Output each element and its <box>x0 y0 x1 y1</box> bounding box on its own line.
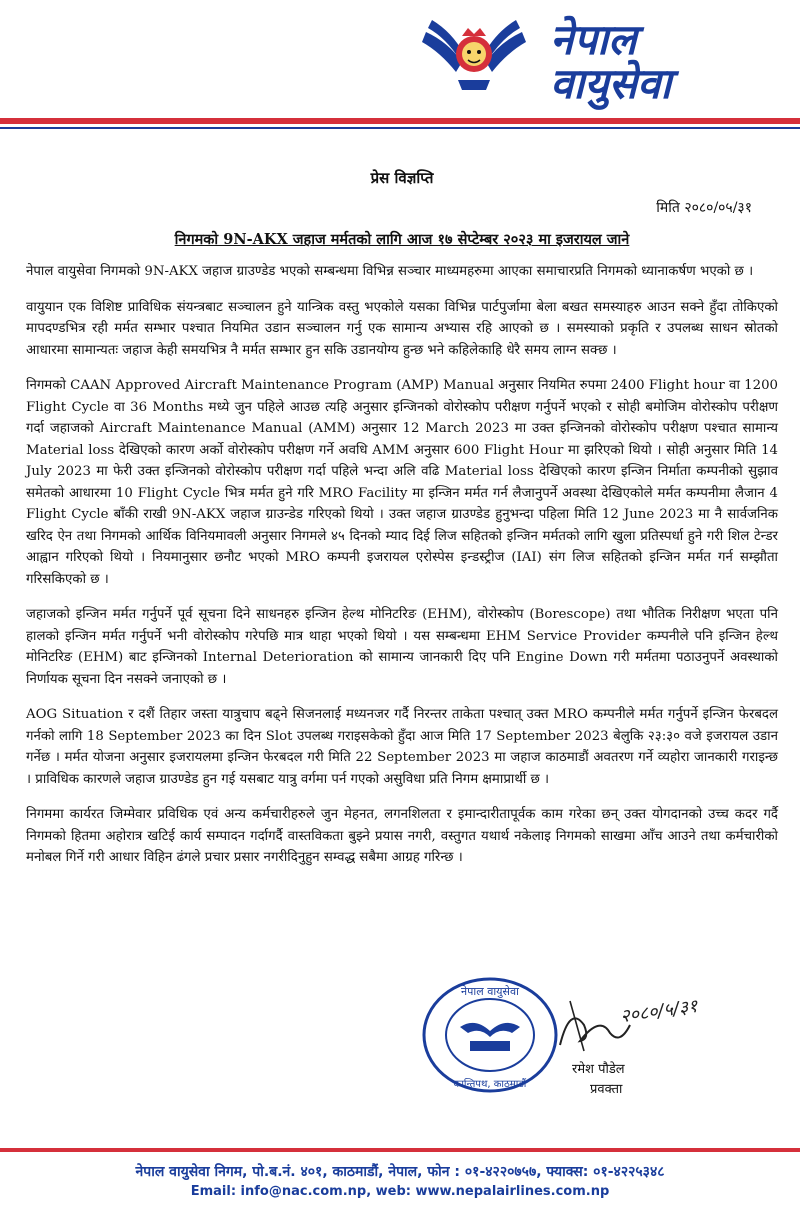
paragraph-2: वायुयान एक विशिष्ट प्राविधिक संयन्त्रबाट सञ्चालन हुने यान्त्रिक वस्तु भएकोले यसका विभिन्न पार्टपुर्जामा बेला बखत समस्याहरु आउन सक्ने हुँदा तोकिएको मापदण्डभित्र रही मर्मत सम्भार पश्चात नियमित उडान सञ्चालन गर्नु एक सामान्य अभ्यास रहि आएको छ । समस्याको प्रकृति र उपलब्ध साधन स्रोतको आधारमा सामान्यतः जहाज केही समयभित्र नै मर्मत सम्भार हुन सकि उडानयोग्य हुन्छ भने कहिलेकाहि धेरै समय लाग्न सक्छ । <box>26 299 779 358</box>
svg-text:कान्तिपथ, काठमाडौं: कान्तिपथ, काठमाडौं <box>453 1079 527 1090</box>
brand-line1: नेपाल <box>550 15 637 64</box>
signature-block <box>420 975 750 1105</box>
letterhead-footer <box>0 1148 800 1211</box>
paragraph-6: निगममा कार्यरत जिम्मेवार प्रविधिक एवं अन्य कर्मचारीहरुले जुन मेहनत, लगनशिलता र इमान्दारीतापूर्वक काम गरेका छन् उक्त योगदानको उच्च कदर गर्दै निगमको हितमा अहोरात्र खटिई कार्य सम्पादन गर्दागर्दै वास्तविकता बुझ्ने प्रयास नगरी, वस्तुगत यथार्थ नकेलाइ निगमको साखमा आँच आउने तथा कर्मचारीको मनोबल गिर्ने गरी आधार विहिन ढंगले प्रचार प्रसार नगरीदिनुहुन सम्वद्ध सबैमा आग्रह गरिन्छ । <box>26 807 778 865</box>
document-title: प्रेस विज्ञप्ति <box>370 169 434 187</box>
press-release-body <box>26 168 778 869</box>
header-rule-red <box>0 118 800 124</box>
paragraph-1: नेपाल वायुसेवा निगमको 9N-AKX जहाज ग्राउण्डेड भएको सम्बन्धमा विभिन्न सञ्चार माध्यमहरुमा आएका समाचारप्रति निगमको ध्यानाकर्षण भएको छ । <box>26 264 754 279</box>
header-rule-blue <box>0 127 800 129</box>
handwritten-date: २०८०/५/३१ <box>618 995 699 1028</box>
document-subject: निगमको 9N-AKX जहाज मर्मतको लागि आज १७ सेप्टेम्बर २०२३ मा इजरायल जाने <box>174 231 630 248</box>
brand-line2: वायुसेवा <box>550 59 672 108</box>
paragraph-3: निगमको CAAN Approved Aircraft Maintenance Program (AMP) Manual अनुसार नियमित रुपमा 2400 Flight hour वा 1200 Flight Cycle वा 36 Months मध्ये जुन पहिले आउछ त्यहि अनुसार इन्जिनको वोरोस्कोप परीक्षण गर्नुपर्ने भएको र सोही बमोजिम वोरोस्कोप परीक्षण गर्दा जहाजको Aircraft Maintenance Manual (AMM) अनुसार 12 March 2023 मा उक्त इन्जिनको वोरोस्कोप परीक्षण पश्चात सामान्य Material loss देखिएको कारण अर्को वोरोस्कोप परीक्षण गर्ने अवधि AMM अनुसार 600 Flight Hour मा झरिएको थियो । सोही अनुसार मिति 14 July 2023 मा फेरी उक्त इन्जिनको वोरोस्कोप परीक्षण गर्दा पहिले भन्दा अलि वढि Material loss देखिएको कारण इन्जिन निर्माता कम्पनीको सुझाव समेतको आधारमा 10 Flight Cycle भित्र मर्मत हुने गरि MRO Facility मा इन्जिन मर्मत गर्न लैजानुपर्ने अवस्था देखिएकोले मर्मत कम्पनीमा लैजान 4 Flight Cycle बाँकी राखी 9N-AKX जहाज ग्राउन्डेड गरिएको थियो । उक्त जहाज ग्राउण्डेड हुनुभन्दा पहिला मिति 12 June 2023 मा नै सार्वजनिक खरिद ऐन तथा निगमको आर्थिक विनियमावली अनुसार निगमले ४५ दिनको म्याद दिई लिज सहितको इन्जिन मर्मतको लागि खुला प्रतिस्पर्धा हुने गरी शिल टेन्डर आह्वान गरिएको थियो । नियमानुसार छनौट भएको MRO कम्पनी इजरायल एरोस्पेस इन्डस्ट्रीज (IAI) संग लिज सहितको इन्जिन मर्मत गर्न सम्झौता गरिसकिएको छ । <box>26 378 778 587</box>
footer-address: नेपाल वायुसेवा निगम, पो.ब.नं. ४०१, काठमाडौं, नेपाल, फोन : ०१-४२२०७५७, फ्याक्स: ०१-४२२५३४८ <box>135 1164 665 1180</box>
official-stamp-icon <box>420 975 560 1095</box>
signatory-name: रमेश पौडेल <box>572 1062 625 1077</box>
signatory-role: प्रवक्ता <box>590 1082 623 1097</box>
document-date: मिति २०८०/०५/३१ <box>656 200 752 216</box>
footer-contact: Email: info@nac.com.np, web: www.nepalairlines.com.np <box>190 1184 610 1199</box>
letterhead <box>0 0 800 130</box>
paragraph-5: AOG Situation र दशैं तिहार जस्ता यात्रुचाप बढ्ने सिजनलाई मध्यनजर गर्दै निरन्तर ताकेता पश्चात् उक्त MRO कम्पनीले मर्मत गर्नुपर्ने इन्जिन फेरबदल गर्नको लागि 18 September 2023 का दिन Slot उपलब्ध गराइसकेको हुँदा आज मिति 17 September 2023 बेलुकि २३:३० वजे इजरायल उडान गर्नेछ । मर्मत योजना अनुसार इजरायलमा इन्जिन फेरबदल गरी मिति 22 September 2023 मा जहाज काठमाडौं अवतरण गर्ने व्यहोरा जानकारी गराइन्छ । प्राविधिक कारणले जहाज ग्राउण्डेड हुन गई यसबाट यात्रु वर्गमा पर्न गएको असुविधा प्रति निगम क्षमाप्रार्थी छ । <box>26 707 778 787</box>
garuda-logo-icon <box>418 12 530 100</box>
svg-text:नेपाल वायुसेवा: नेपाल वायुसेवा <box>461 985 519 998</box>
footer-rule <box>0 1148 800 1152</box>
brand-wordmark <box>550 15 770 108</box>
paragraph-4: जहाजको इन्जिन मर्मत गर्नुपर्ने पूर्व सूचना दिने साधनहरु इन्जिन हेल्थ मोनिटरिङ (EHM), वोरोस्कोप (Borescope) तथा भौतिक निरीक्षण भएता पनि हालको इन्जिन मर्मत गर्नुपर्ने भनी वोरोस्कोप गरेपछि मात्र थाहा भएको थियो । यस सम्बन्धमा EHM Service Provider कम्पनीले पनि इन्जिन हेल्थ मोनिटरिङ (EHM) बाट इन्जिनको Internal Deterioration को सामान्य जानकारी दिए पनि Engine Down गरी मर्मतमा पठाउनुपर्ने अवस्थाको निर्णायक सूचना दिन नसक्ने जनाएको छ । <box>26 607 778 687</box>
